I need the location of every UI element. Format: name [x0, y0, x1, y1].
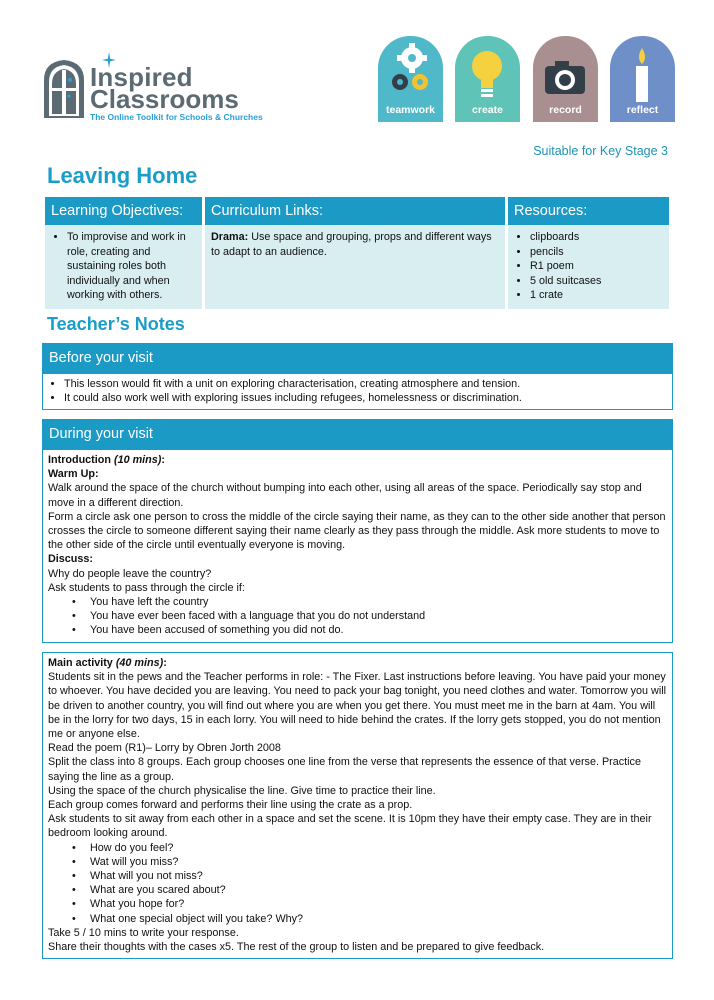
main-paragraph: Using the space of the church physicalise the line. Give time to practice their line.: [48, 784, 436, 797]
question-item: • What are you scared about?: [48, 883, 667, 897]
main-time: (40 mins): [115, 657, 164, 669]
intro-colon: :: [161, 454, 165, 466]
resources-cell: [508, 225, 669, 309]
main-paragraph: Share their thoughts with the cases x5. The rest of the group to listen and be prepared to give feedback.: [48, 941, 545, 954]
objectives-heading: Learning Objectives:: [45, 197, 202, 225]
resource-item: • R1 poem: [530, 259, 663, 274]
curriculum-label: Drama:: [211, 231, 249, 243]
discuss-instruction: Ask students to pass through the circle if:: [48, 581, 245, 594]
before-item: • It could also work well with exploring issues including refugees, homelessness or discrimination.: [64, 391, 667, 405]
intro-label: Introduction: [48, 454, 114, 466]
curriculum-cell: [205, 225, 505, 309]
record-arch: [533, 36, 598, 122]
candle-icon: [610, 36, 675, 106]
question-item: • Wat will you miss?: [48, 855, 667, 869]
question-item: • What one special object will you take? Why?: [48, 912, 667, 926]
main-paragraph: Read the poem (R1)– Lorry by Obren Jorth 2008: [48, 742, 281, 755]
key-stage-label: Suitable for Key Stage 3: [533, 144, 668, 158]
gears-icon: [378, 36, 443, 106]
curriculum-text: Use space and grouping, props and different ways to adapt to an audience.: [211, 231, 492, 258]
resource-item: • 1 crate: [530, 288, 663, 303]
discuss-item: • You have been accused of something you did not do.: [48, 623, 667, 637]
intro-time: (10 mins): [113, 454, 162, 466]
main-colon: :: [163, 657, 167, 669]
main-paragraph: Ask students to sit away from each other in a space and set the scene. It is 10pm they have their empty case. They are in their bedroom looking around.: [48, 813, 652, 840]
create-label: create: [472, 104, 503, 116]
warmup-label: Warm Up:: [48, 468, 99, 481]
main-paragraph: Take 5 / 10 mins to write your response.: [48, 926, 239, 939]
resources-heading: Resources:: [508, 197, 669, 225]
during-visit-heading: During your visit: [43, 420, 672, 450]
warmup-paragraph: Walk around the space of the church without bumping into each other, using all areas of the space. Periodically say stop and move in a different direction.: [48, 482, 642, 509]
create-arch: [455, 36, 520, 122]
teachers-notes-heading: Teacher’s Notes: [47, 314, 185, 334]
question-item: • What will you not miss?: [48, 869, 667, 883]
page-title: Leaving Home: [47, 163, 198, 188]
resource-item: • clipboards: [530, 230, 663, 245]
during-visit-box: [42, 419, 673, 643]
main-paragraph: Each group comes forward and performs their line using the crate as a prop.: [48, 799, 413, 812]
record-label: record: [549, 104, 582, 116]
before-visit-box: [42, 343, 673, 410]
overview-table: [42, 197, 672, 309]
curriculum-heading: Curriculum Links:: [205, 197, 505, 225]
main-paragraph: Split the class into 8 groups. Each group chooses one line from the verse that represents the essence of that verse. Practice saying the line as a group.: [48, 756, 641, 783]
discuss-label: Discuss:: [48, 553, 94, 566]
main-label: Main activity: [48, 657, 116, 669]
main-paragraph: Students sit in the pews and the Teacher performs in role: - The Fixer. Last instructions before leaving. You have paid your money to whoever. You have decided you are leaving. You need to pack your bag tonight, you need clothes and water. Tomorrow you will be driven to another country, you will find out where you are when you get there. You must meet me in the barn at 4am. You will be in the lorry for two days, 15 in each lorry. You will need to hide behind the crates. If the lorry gets stopped, you do not mention me or anyone else.: [48, 671, 667, 741]
logo-text-inspired: Inspired: [90, 62, 193, 92]
objectives-cell: [45, 225, 202, 309]
teamwork-arch: [378, 36, 443, 122]
question-item: • What you hope for?: [48, 897, 667, 911]
discuss-item: • You have left the country: [48, 595, 667, 609]
logo-text-classrooms: Classrooms: [90, 84, 239, 114]
before-visit-heading: Before your visit: [43, 344, 672, 374]
main-activity-box: [42, 652, 673, 959]
warmup-paragraph: Form a circle ask one person to cross the middle of the circle saying their name, as they can to the other side another that person crosses the circle to someone different saying their name clearly as they pass through the middle. Ask more students to move to the other side of the circle until eventually everyone is moving.: [48, 510, 666, 552]
discuss-question: Why do people leave the country?: [48, 567, 212, 580]
lightbulb-icon: [455, 36, 520, 106]
question-item: • How do you feel?: [48, 841, 667, 855]
resource-item: • 5 old suitcases: [530, 274, 663, 289]
reflect-label: reflect: [626, 104, 659, 116]
logo-tagline: The Online Toolkit for Schools & Churches: [90, 112, 263, 122]
reflect-arch: [610, 36, 675, 122]
before-item: • This lesson would fit with a unit on exploring characterisation, creating atmosphere and tension.: [64, 377, 667, 391]
teamwork-label: teamwork: [385, 104, 436, 116]
discuss-item: • You have ever been faced with a language that you do not understand: [48, 609, 667, 623]
camera-icon: [533, 36, 598, 106]
resource-item: • pencils: [530, 245, 663, 260]
objective-item: • To improvise and work in role, creating and sustaining roles both individually and when working with others.: [67, 230, 196, 303]
